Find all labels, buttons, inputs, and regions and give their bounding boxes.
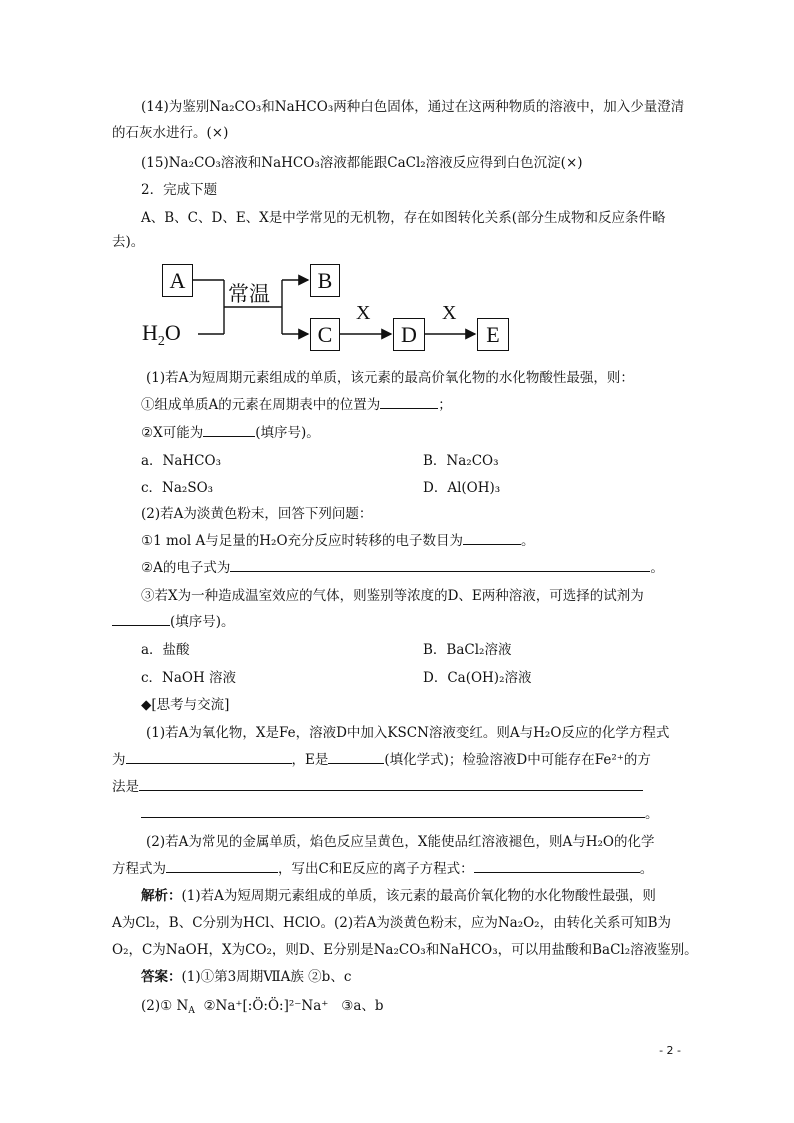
part2-option-b: B．BaCl₂溶液 (423, 642, 512, 658)
part1-option-d: D．Al(OH)₃ (423, 480, 501, 496)
think-title: ◆[思考与交流] (141, 697, 230, 713)
arrow-label-X2: X (442, 302, 457, 324)
conversion-diagram (140, 258, 520, 360)
node-A: A (162, 264, 193, 297)
think1-line4: 。 (141, 804, 659, 824)
node-B: B (310, 264, 340, 297)
answer-blank[interactable] (139, 777, 643, 791)
analysis-line2: A为Cl₂，B、C分别为HCl、HClO。(2)若A为淡黄色粉末，应为Na₂O₂，由转化关系可知B为 (112, 915, 672, 931)
node-D: D (393, 318, 425, 351)
part2-q2: ②A的电子式为 。 (141, 560, 664, 576)
part2-option-c: c．NaOH 溶液 (141, 670, 237, 686)
part2-intro: (2)若A为淡黄色粉末，回答下列问题： (141, 506, 373, 522)
na2o2-electron-formula: ②Na⁺[:Ö:Ö:]²⁻Na⁺ (203, 998, 329, 1014)
intro-line2: 去)。 (112, 234, 145, 250)
answer-blank[interactable] (141, 804, 645, 818)
condition-label: 常温 (228, 282, 270, 306)
answer-blank[interactable] (203, 423, 255, 437)
node-H2O: $H_2O$ (142, 320, 181, 349)
answer-blank[interactable] (112, 612, 170, 626)
part1-q1: ①组成单质A的元素在周期表中的位置为 ； (141, 397, 452, 413)
answer-blank[interactable] (126, 750, 292, 764)
part2-q1: ①1 mol A与足量的H₂O充分反应时转移的电子数目为 。 (141, 533, 535, 549)
answer-blank[interactable] (463, 531, 521, 545)
intro-line1: A、B、C、D、E、X是中学常见的无机物，存在如图转化关系(部分生成物和反应条件略 (141, 210, 666, 226)
analysis-line3: O₂，C为NaOH，X为CO₂，则D、E分别是Na₂CO₃和NaHCO₃，可以用盐酸和BaCl₂溶液鉴别。 (112, 942, 698, 958)
node-C: C (310, 318, 340, 351)
think2-line1: (2)若A为常见的金属单质，焰色反应呈黄色，X能使品红溶液褪色，则A与H₂O的化学 (146, 834, 655, 850)
analysis-line1: 解析：(1)若A为短周期元素组成的单质，该元素的最高价氧化物的水化物酸性最强，则 (141, 888, 656, 904)
answer-blank[interactable] (230, 558, 650, 572)
part1-option-b: B．Na₂CO₃ (423, 453, 499, 469)
part2-q3-cont: (填序号)。 (112, 612, 235, 632)
part1-intro: (1)若A为短周期元素组成的单质，该元素的最高价氧化物的水化物酸性最强，则： (146, 370, 634, 386)
think1-line1: (1)若A为氧化物，X是Fe，溶液D中加入KSCN溶液变红。则A与H₂O反应的化学方程式 (146, 725, 670, 741)
part2-option-a: a．盐酸 (141, 642, 190, 658)
q15-line: (15)Na₂CO₃溶液和NaHCO₃溶液都能跟CaCl₂溶液反应得到白色沉淀(×) (141, 155, 583, 171)
arrow-label-X1: X (356, 302, 371, 324)
q14-line1: (14)为鉴别Na₂CO₃和NaHCO₃两种白色固体，通过在这两种物质的溶液中，加入少量澄清 (141, 99, 685, 115)
answer-blank[interactable] (328, 750, 384, 764)
think1-line3: 法是 (112, 777, 643, 797)
part1-q2: ②X可能为 (填序号)。 (141, 425, 320, 441)
answer-blank[interactable] (474, 859, 640, 873)
q14-line2: 的石灰水进行。(×) (112, 125, 229, 141)
part1-option-a: a．NaHCO₃ (141, 453, 221, 469)
think1-line2: 为 ，E是 (填化学式)；检验溶液D中可能存在Fe²⁺的方 (112, 752, 651, 768)
answer-line1: 答案：(1)①第3周期ⅦA族 ②b、c (141, 969, 352, 985)
part1-option-c: c．Na₂SO₃ (141, 480, 214, 496)
think2-line2: 方程式为 ，写出C和E反应的离子方程式： 。 (112, 861, 654, 877)
node-E: E (477, 318, 509, 351)
page-number: - 2 - (659, 1044, 681, 1057)
answer-line2: (2)① $N_A$ ②Na⁺[:Ö:Ö:]²⁻Na⁺ ③a、b (141, 998, 384, 1016)
answer-blank[interactable] (166, 859, 278, 873)
answer-blank[interactable] (380, 395, 438, 409)
part2-q3: ③若X为一种造成温室效应的气体，则鉴别等浓度的D、E两种溶液，可选择的试剂为 (141, 588, 644, 604)
part2-option-d: D．Ca(OH)₂溶液 (423, 670, 532, 686)
section-2-heading: 2．完成下题 (141, 182, 218, 198)
